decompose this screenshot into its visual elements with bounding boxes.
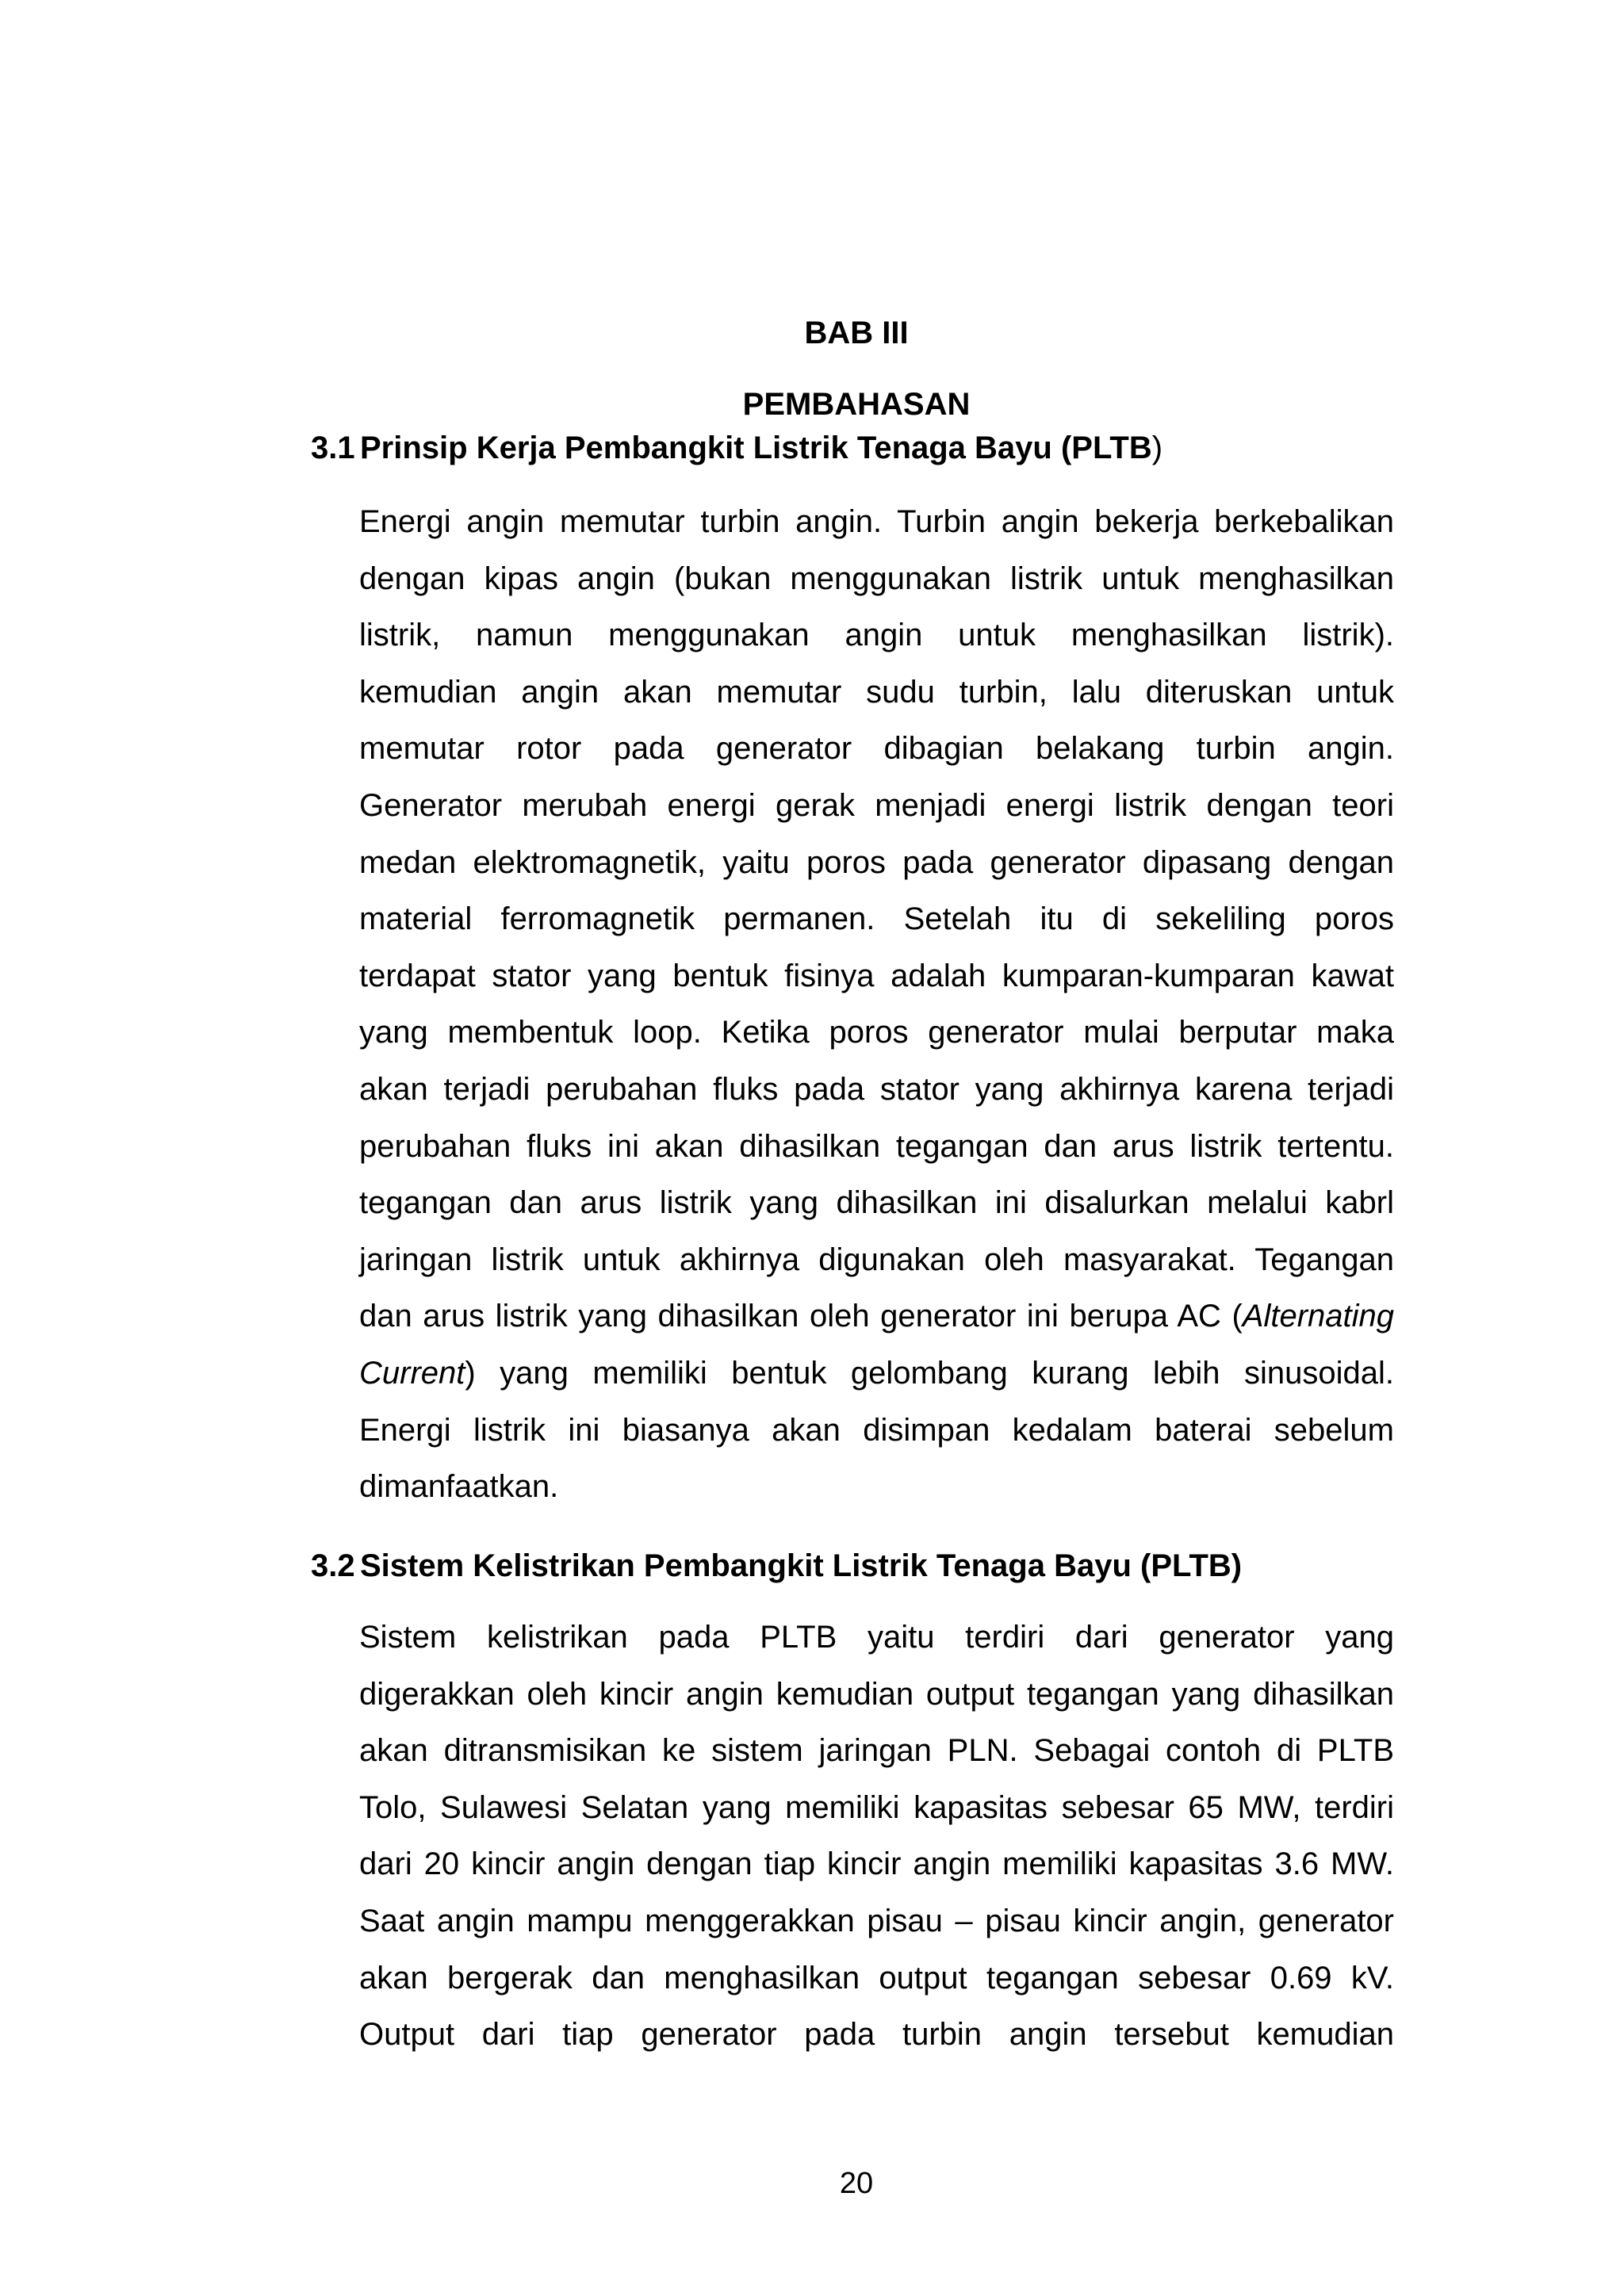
paragraph-line: perubahan fluks ini akan dihasilkan tegangan dan arus listrik tertentu. bbox=[359, 1128, 1394, 1164]
paragraph-prinsip-kerja bbox=[359, 494, 1394, 1516]
section-number: 3.2 bbox=[311, 1548, 355, 1583]
line-text: ) yang memiliki bentuk gelombang kurang lebih sinusoidal. bbox=[465, 1355, 1394, 1391]
paragraph-line: dari 20 kincir angin dengan tiap kincir angin memiliki kapasitas 3.6 MW. bbox=[359, 1846, 1394, 1882]
paragraph-line: Output dari tiap generator pada turbin angin tersebut kemudian bbox=[359, 2017, 1394, 2053]
paragraph-line: Sistem kelistrikan pada PLTB yaitu terdiri dari generator yang bbox=[359, 1620, 1394, 1655]
paragraph-line: jaringan listrik untuk akhirnya digunakan oleh masyarakat. Tegangan bbox=[359, 1242, 1394, 1277]
paragraph-line: akan ditransmisikan ke sistem jaringan PLN. Sebagai contoh di PLTB bbox=[359, 1733, 1394, 1769]
paragraph-line: dimanfaatkan. bbox=[359, 1469, 559, 1505]
italic-term-current: Current bbox=[359, 1355, 465, 1391]
paragraph-line: memutar rotor pada generator dibagian belakang turbin angin. bbox=[359, 731, 1394, 767]
paragraph-line: akan terjadi perubahan fluks pada stator yang akhirnya karena terjadi bbox=[359, 1071, 1394, 1107]
paragraph-line: Generator merubah energi gerak menjadi energi listrik dengan teori bbox=[359, 787, 1394, 823]
italic-term-alternating: Alternating bbox=[1242, 1299, 1394, 1334]
paragraph-line: Tolo, Sulawesi Selatan yang memiliki kapasitas sebesar 65 MW, terdiri bbox=[359, 1789, 1394, 1825]
paragraph-line: terdapat stator yang bentuk fisinya adalah kumparan-kumparan kawat bbox=[359, 958, 1394, 993]
line-text: dan arus listrik yang dihasilkan oleh generator ini berupa AC ( bbox=[359, 1299, 1243, 1334]
paragraph-line: digerakkan oleh kincir angin kemudian output tegangan yang dihasilkan bbox=[359, 1676, 1394, 1712]
paragraph-line: Energi angin memutar turbin angin. Turbin angin bekerja berkebalikan bbox=[359, 504, 1394, 539]
chapter-title: PEMBAHASAN bbox=[742, 387, 971, 422]
paragraph-line: material ferromagnetik permanen. Setelah itu di sekeliling poros bbox=[359, 901, 1394, 937]
paragraph-sistem-kelistrikan bbox=[359, 1609, 1394, 2064]
paragraph-line: tegangan dan arus listrik yang dihasilkan ini disalurkan melalui kabrl bbox=[359, 1185, 1394, 1221]
paragraph-line: Saat angin mampu menggerakkan pisau – pisau kincir angin, generator bbox=[359, 1903, 1394, 1938]
page-number: 20 bbox=[839, 2167, 874, 2200]
paragraph-line: akan bergerak dan menghasilkan output tegangan sebesar 0.69 kV. bbox=[359, 1960, 1394, 1996]
chapter-label: BAB III bbox=[804, 316, 909, 350]
section-heading-3-2 bbox=[311, 1546, 1242, 1586]
section-title-close-paren: ) bbox=[1151, 430, 1163, 465]
paragraph-line: yang membentuk loop. Ketika poros generator mulai berputar maka bbox=[359, 1015, 1394, 1050]
paragraph-line: dengan kipas angin (bukan menggunakan listrik untuk menghasilkan bbox=[359, 561, 1394, 596]
paragraph-line bbox=[359, 1345, 1394, 1402]
paragraph-line: listrik, namun menggunakan angin untuk menghasilkan listrik). bbox=[359, 618, 1394, 653]
paragraph-line: kemudian angin akan memutar sudu turbin, lalu diteruskan untuk bbox=[359, 674, 1394, 710]
paragraph-line bbox=[359, 1288, 1394, 1345]
paragraph-line: medan elektromagnetik, yaitu poros pada generator dipasang dengan bbox=[359, 844, 1394, 880]
section-title: Sistem Kelistrikan Pembangkit Listrik Tenaga Bayu (PLTB) bbox=[360, 1548, 1243, 1583]
section-heading-3-1 bbox=[311, 428, 1162, 468]
paragraph-line: Energi listrik ini biasanya akan disimpan kedalam baterai sebelum bbox=[359, 1412, 1394, 1448]
section-number: 3.1 bbox=[311, 430, 355, 465]
section-title: Prinsip Kerja Pembangkit Listrik Tenaga Bayu (PLTB bbox=[360, 430, 1152, 465]
